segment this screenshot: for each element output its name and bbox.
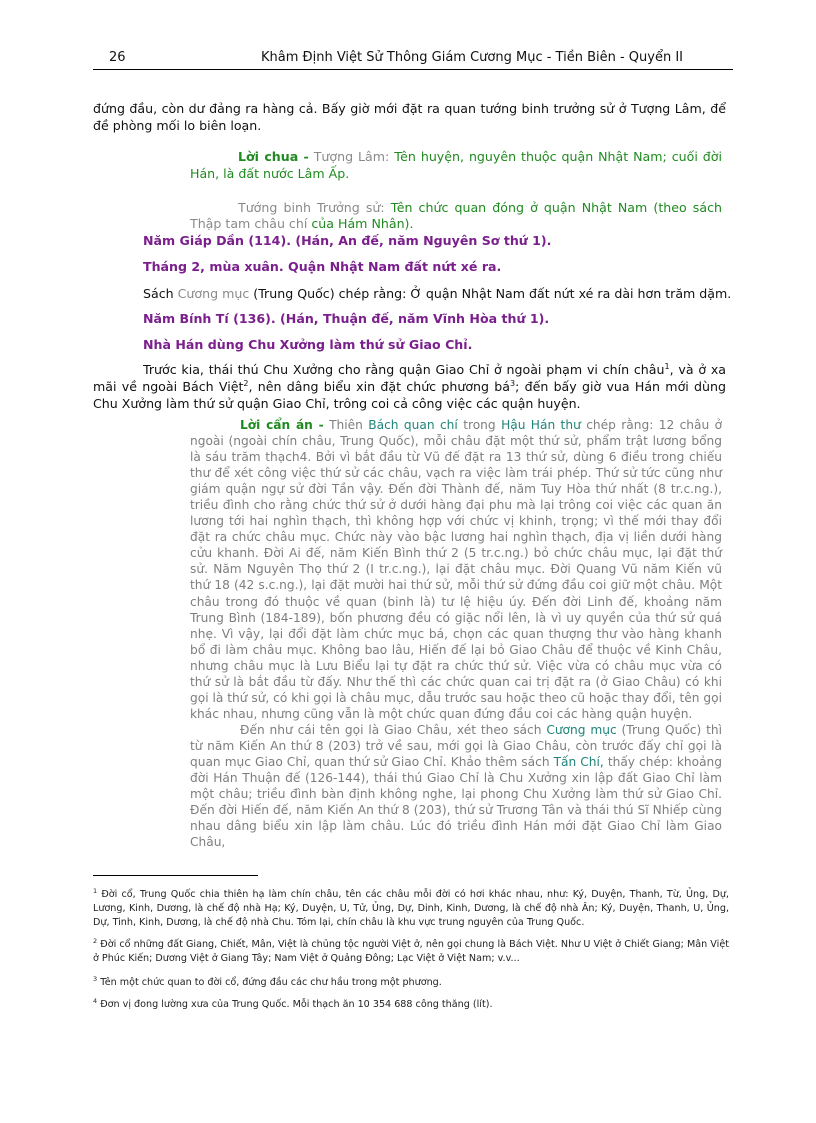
- source-title: Hậu Hán thư: [501, 418, 581, 432]
- note-source: Thập tam châu chí: [190, 216, 308, 232]
- note-definition: Tên chức quan đóng ở quận Nhật Nam (theo sách: [390, 199, 722, 215]
- footnote-text: Đời cổ, Trung Quốc chia thiên hạ làm chín châu, tên các châu mỗi đời có hơi khác nhau, như: Ký, Duyện, Thanh, Từ, Ủng, Dự, Lương, Kinh, Dương, là chế độ nhà Hạ; Ký, Duyện, U, Tử, Ủng, Dự, Dinh, Kinh, Dương, là chế độ nhà Ân; Ký, Duyện, Thanh, U, Ủng, Dự, Tinh, Kinh, Dương, là chế độ nhà Chu. Tóm lại, chín châu là khu vực trung nguyên của Trung Quốc.: [93, 889, 729, 928]
- footnote-ref[interactable]: 2: [243, 378, 249, 388]
- footnote-number: 4: [93, 996, 98, 1005]
- header-rule: [93, 69, 733, 70]
- note-definition: của Hám Nhân).: [311, 216, 414, 232]
- source-title: Cương mục: [177, 286, 250, 301]
- note-term: Tướng binh Trưởng sử:: [238, 199, 385, 215]
- body-text: Trước kia, thái thú Chu Xưởng cho rằng quận Giao Chỉ ở ngoài phạm vi chín châu: [143, 362, 665, 377]
- footnote-rule: [93, 875, 258, 876]
- note-text: chép rằng: 12 châu ở ngoài (ngoài chín châu, Trung Quốc), mỗi châu đặt một thứ sử, phẩm trật lương bổng là sáu trăm thạch4. Bởi vì bắt đầu từ Vũ đế đặt ra 13 thứ sử, dùng 6 điều trong chiếu thư để xét công việc thứ sử các châu, vạch ra việc làm trái phép. Thứ sử tức cũng như giám quận ngự sử đời Tần vậy. Đến đời Thành đế, năm Tuy Hòa thứ nhất (8 tr.c.ng.), triều đình cho rằng chức thứ sử ở dưới hàng đại phu mà lại trông coi việc các quan ăn lương tới hai nghìn thạch, thì không hợp với chức vị khinh, trọng; vì thế mới thay đổi đặt ra chức châu mục. Chức này vào bậc lương hai nghìn thạch, địa vị liền dưới hàng cửu khanh. Đời Ai đế, năm Kiến Bình thứ 2 (5 tr.c.ng.) bỏ chức châu mục, lại đặt thứ sử. Năm Nguyên Thọ thứ 2 (I tr.c.ng.), lại đặt châu mục. Đời Quang Vũ năm Kiến vũ thứ 18 (42 s.c.ng.), lại đặt mười hai thứ sử, mỗi thứ sử đứng đầu coi giữ một châu. Một châu trong đó thuộc về quan (binh là) tư lệ hiệu úy. Đến đời Linh đế, khoảng năm Trung Bình (184-189), bốn phương đều có giặc nổi lên, là vì uy quyền của thứ sử quá nhẹ. Vì vậy, lại đổi đặt làm chức mục bá, chọn các quan thượng thư vào hàng khanh bổ đi làm châu mục. Không bao lâu, Hiến đế lại bỏ Giao Châu để thuộc về Kinh Châu, nhưng châu mục là Lưu Biểu lại tự đặt ra chức thứ sử. Việc vừa có châu mục vừa có thứ sử là bắt đầu từ đấy. Như thế thì các chức quan cai trị đặt ra (ở Giao Châu) có khi gọi là thứ sử, có khi gọi là châu mục, dẫu trước sau hoặc theo cũ hoặc thay đổi, tên gọi khác nhau, nhưng cũng vẫn là một chức quan đứng đầu coi các hàng quận huyện.: [190, 418, 723, 721]
- running-title: Khâm Định Việt Sử Thông Giám Cương Mục - Tiền Biên - Quyển II: [261, 50, 683, 65]
- source-title: Cương mục: [546, 722, 617, 737]
- note-annotation: [190, 149, 722, 233]
- note-text: trong: [463, 418, 496, 432]
- entry-text-part: Sách: [143, 286, 174, 301]
- page-header: [93, 50, 733, 68]
- note-term: Tượng Lâm:: [313, 149, 390, 164]
- footnote: [93, 998, 729, 1012]
- entry-heading: Năm Bính Tí (136). (Hán, Thuận đế, năm Vĩnh Hòa thứ 1).: [143, 311, 550, 326]
- footnote-text: Đời cổ những đất Giang, Chiết, Mân, Việt là chủng tộc người Việt ở, nên gọi chung là Bách Việt. Như U Việt ở Chiết Giang; Mân Việt ở Phúc Kiến; Dương Việt ở Giang Tây; Nam Việt ở Quảng Đông; Lạc Việt ở Việt Nam; v.v...: [93, 939, 729, 964]
- footnote: [93, 888, 729, 930]
- body-text: ; đến bấy giờ vua Hán mới dùng Chu Xưởng làm thứ sử quận Giao Chỉ, trông coi cả công việc các quận huyện.: [93, 378, 726, 411]
- note-text: (Trung Quốc) thì từ năm Kiến An thứ 8 (203) trở về sau, mới gọi là Giao Châu, còn trước đấy chỉ gọi là quan mục Giao Chỉ, quan thứ sử Giao Chỉ. Khảo thêm sách: [190, 722, 722, 769]
- entry-text-part: (Trung Quốc) chép rằng: Ở quận Nhật Nam đất nứt xé ra dài hơn trăm dặm.: [253, 286, 732, 301]
- note-label: Lời cẩn án -: [240, 418, 324, 432]
- footnote-number: 1: [93, 886, 98, 895]
- intro-paragraph: đứng đầu, còn dư đảng ra hàng cả. Bấy giờ mới đặt ra quan tướng binh trưởng sử ở Tượng Lâm, để đề phòng mối lo biên loạn.: [93, 101, 726, 133]
- note-text: Đến như cái tên gọi là Giao Châu, xét theo sách: [240, 722, 542, 737]
- footnote-text: Tên một chức quan to đời cổ, đứng đầu các chư hầu trong một phương.: [100, 977, 442, 988]
- footnote-ref[interactable]: 3: [509, 378, 516, 388]
- note-text: Thiên: [329, 418, 363, 432]
- entry-heading: Năm Giáp Dần (114). (Hán, An đế, năm Nguyên Sơ thứ 1).: [143, 233, 552, 248]
- footnote-number: 3: [93, 974, 98, 983]
- source-title: Bách quan chí: [368, 418, 458, 432]
- footnote-text: Đơn vị đong lường xưa của Trung Quốc. Mỗi thạch ăn 10 354 688 công thăng (lít).: [100, 999, 493, 1010]
- entry-heading: Nhà Hán dùng Chu Xưởng làm thứ sử Giao Chỉ.: [143, 337, 473, 352]
- note-label: Lời chua -: [238, 149, 309, 164]
- footnote-number: 2: [93, 936, 98, 945]
- page-number: 26: [109, 50, 126, 65]
- footnote: [93, 938, 729, 966]
- commentary-note: [190, 417, 722, 850]
- entry-heading: Tháng 2, mùa xuân. Quận Nhật Nam đất nứt xé ra.: [143, 259, 502, 274]
- source-title: Tấn Chí,: [553, 754, 604, 769]
- note-text: thấy chép: khoảng đời Hán Thuận đế (126-144), thái thú Giao Chỉ là Chu Xưởng xin lập đất Giao Chỉ làm một châu; triều đình bàn định không nghe, lại phong Chu Xưởng làm thứ sử Giao Chỉ. Đến đời Hiến đế, năm Kiến An thứ 8 (203), thứ sử Trương Tân và thái thú Sĩ Nhiếp cùng nhau dâng biểu xin lập làm châu. Lúc đó triều đình Hán mới đặt Giao Chỉ làm Giao Châu,: [190, 754, 723, 850]
- note-definition: Tên huyện, nguyên thuộc quận Nhật Nam; cuối đời Hán, là đất nước Lâm Ấp.: [190, 149, 722, 181]
- body-paragraph: [93, 362, 726, 412]
- body-text: , nên dâng biểu xin đặt chức phương bá: [248, 378, 510, 394]
- footnote: [93, 976, 729, 990]
- body-text: , và ở xa mãi về ngoài Bách Việt: [93, 362, 726, 394]
- entry-text: [143, 286, 733, 303]
- footnote-ref[interactable]: 1: [664, 361, 670, 371]
